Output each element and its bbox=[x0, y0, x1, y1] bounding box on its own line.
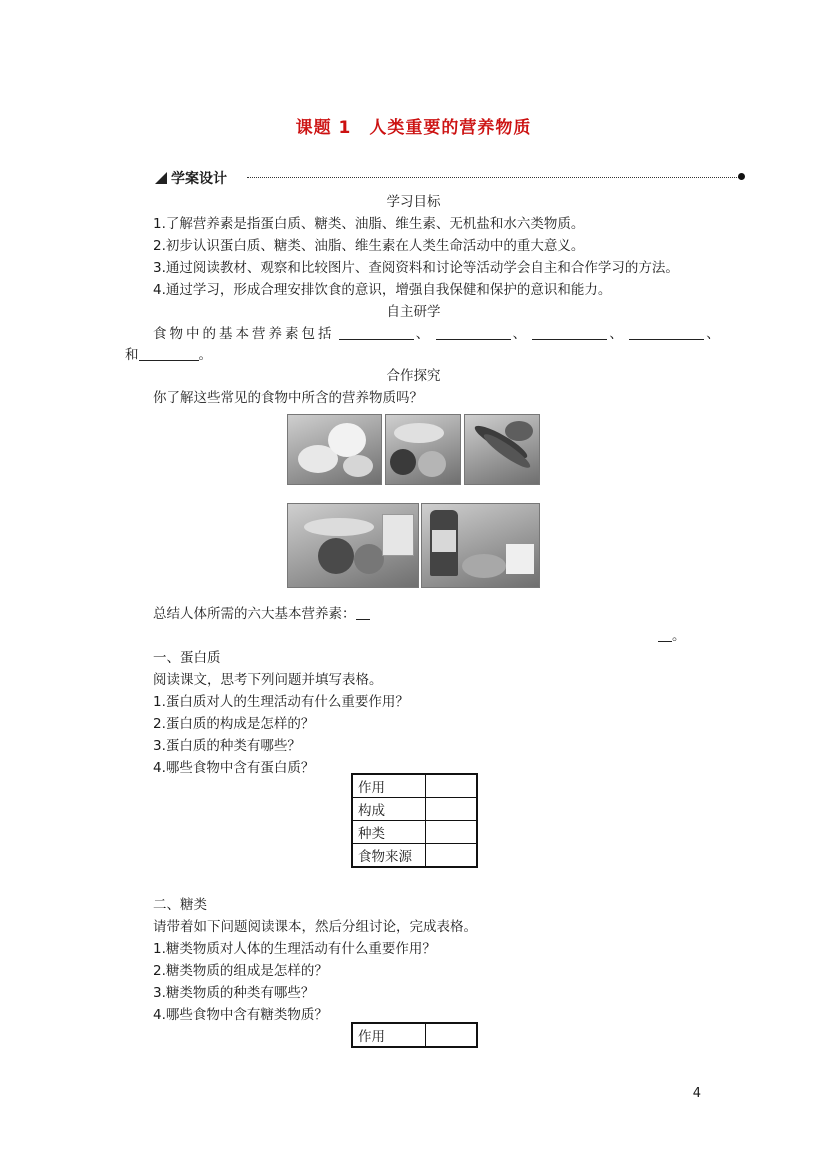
table-row-label: 食物来源 bbox=[352, 844, 426, 868]
answer-blank[interactable] bbox=[658, 627, 672, 642]
section-banner bbox=[155, 168, 745, 188]
table-row bbox=[352, 844, 477, 868]
food-photo-cakes bbox=[287, 414, 382, 485]
food-photo-vegetables bbox=[464, 414, 540, 485]
triangle-icon bbox=[155, 172, 167, 184]
food-photo-fruits bbox=[385, 414, 461, 485]
sugar-heading: 二、糖类 bbox=[153, 897, 207, 913]
sugar-question: 3.糖类物质的种类有哪些？ bbox=[153, 985, 315, 1001]
table-row-label: 作用 bbox=[352, 774, 426, 798]
self-study-heading: 自主研学 bbox=[386, 304, 441, 320]
page-number: 4 bbox=[692, 1086, 701, 1101]
self-study-prompt: 食物中的基本营养素包括 bbox=[153, 326, 335, 342]
self-study-line-2: 和 。 bbox=[125, 347, 212, 363]
protein-table bbox=[351, 773, 478, 868]
answer-blank[interactable] bbox=[532, 325, 607, 340]
table-row-label: 作用 bbox=[352, 1023, 426, 1047]
protein-question: 3.蛋白质的种类有哪些？ bbox=[153, 738, 301, 754]
banner-end-dot bbox=[738, 173, 745, 180]
sugar-intro: 请带着如下问题阅读课本，然后分组讨论，完成表格。 bbox=[153, 919, 477, 935]
answer-blank[interactable] bbox=[356, 605, 370, 620]
table-answer-cell[interactable] bbox=[426, 821, 478, 844]
food-photo-grains bbox=[287, 503, 419, 588]
protein-question: 1.蛋白质对人的生理活动有什么重要作用？ bbox=[153, 694, 409, 710]
answer-blank[interactable] bbox=[629, 325, 704, 340]
sugar-question: 4.哪些食物中含有糖类物质？ bbox=[153, 1007, 328, 1023]
table-row-label: 构成 bbox=[352, 798, 426, 821]
table-row bbox=[352, 774, 477, 798]
table-row bbox=[352, 798, 477, 821]
table-answer-cell[interactable] bbox=[426, 774, 478, 798]
protein-question: 2.蛋白质的构成是怎样的？ bbox=[153, 716, 315, 732]
table-row bbox=[352, 1023, 477, 1047]
banner-label: 学案设计 bbox=[171, 171, 227, 187]
self-study-line: 食物中的基本营养素包括 、 、 、 、 bbox=[153, 326, 720, 342]
cooperation-question: 你了解这些常见的食物中所含的营养物质吗？ bbox=[153, 390, 423, 406]
table-answer-cell[interactable] bbox=[426, 1023, 478, 1047]
objective-item: 3.通过阅读教材、观察和比较图片、查阅资料和讨论等活动学会自主和合作学习的方法。 bbox=[153, 260, 679, 276]
objective-item: 4.通过学习，形成合理安排饮食的意识，增强自我保健和保护的意识和能力。 bbox=[153, 282, 612, 298]
sugar-table bbox=[351, 1022, 478, 1048]
sugar-question: 1.糖类物质对人体的生理活动有什么重要作用？ bbox=[153, 941, 436, 957]
protein-heading: 一、蛋白质 bbox=[153, 650, 221, 666]
table-row bbox=[352, 821, 477, 844]
protein-intro: 阅读课文，思考下列问题并填写表格。 bbox=[153, 672, 383, 688]
table-answer-cell[interactable] bbox=[426, 844, 478, 868]
page-title: 课题 1 人类重要的营养物质 bbox=[295, 118, 532, 138]
summary-line-end: 。 bbox=[658, 624, 686, 644]
table-answer-cell[interactable] bbox=[426, 798, 478, 821]
cooperation-heading: 合作探究 bbox=[386, 368, 441, 384]
protein-question: 4.哪些食物中含有蛋白质？ bbox=[153, 760, 315, 776]
objective-item: 1.了解营养素是指蛋白质、糖类、油脂、维生素、无机盐和水六类物质。 bbox=[153, 216, 585, 232]
answer-blank[interactable] bbox=[139, 346, 199, 361]
answer-blank[interactable] bbox=[339, 325, 414, 340]
answer-blank[interactable] bbox=[436, 325, 511, 340]
table-row-label: 种类 bbox=[352, 821, 426, 844]
sugar-question: 2.糖类物质的组成是怎样的？ bbox=[153, 963, 328, 979]
objectives-heading: 学习目标 bbox=[386, 194, 441, 210]
banner-dotted-rule bbox=[247, 177, 739, 178]
food-photo-oils bbox=[421, 503, 540, 588]
summary-line: 总结人体所需的六大基本营养素： bbox=[153, 602, 370, 622]
objective-item: 2.初步认识蛋白质、糖类、油脂、维生素在人类生命活动中的重大意义。 bbox=[153, 238, 585, 254]
